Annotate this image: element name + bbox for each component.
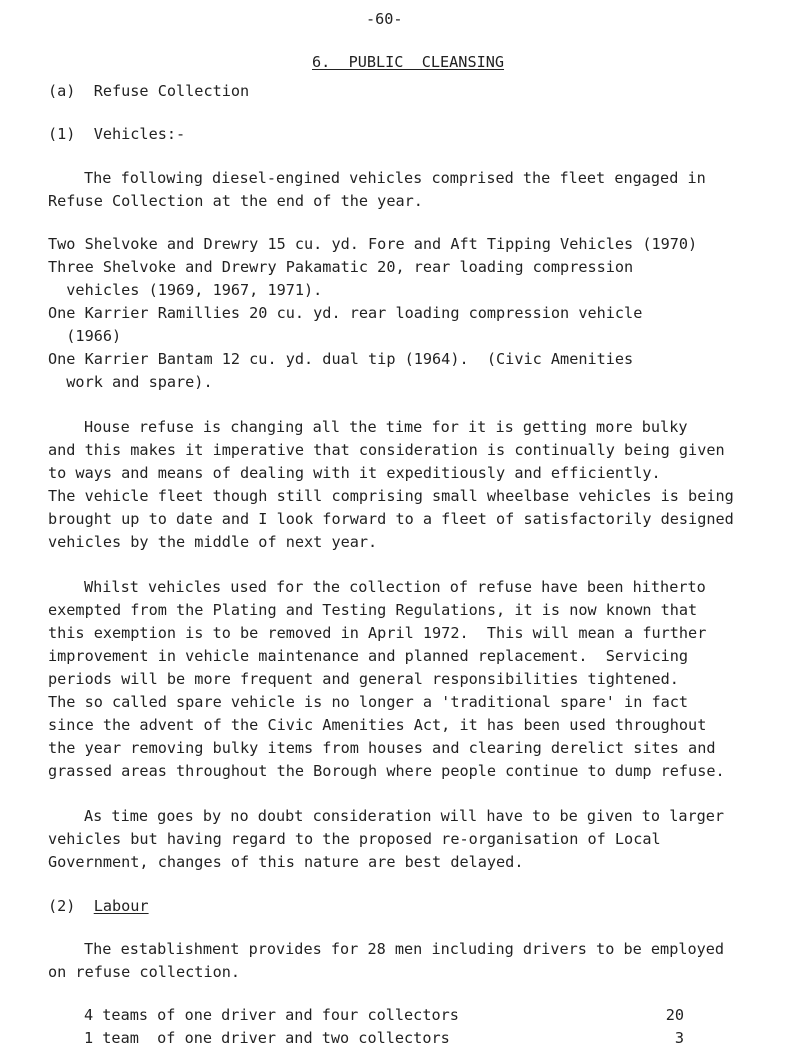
paragraph-line: As time goes by no doubt consideration will have to be given to larger [84, 807, 725, 825]
paragraph-line: House refuse is changing all the time for it is getting more bulky [84, 418, 688, 436]
paragraph-line: on refuse collection. [48, 963, 241, 981]
list-item: One Karrier Bantam 12 cu. yd. dual tip (1964). (Civic Amenities [48, 350, 634, 368]
paragraph-line: and this makes it imperative that consideration is continually being given [48, 441, 725, 459]
list-item: work and spare). [48, 373, 213, 391]
paragraph-line: periods will be more frequent and general responsibilities tightened. [48, 670, 679, 688]
list-item: (1966) [48, 327, 122, 345]
paragraph-line: exempted from the Plating and Testing Regulations, it is now known that [48, 601, 698, 619]
paragraph-line: since the advent of the Civic Amenities Act, it has been used throughout [48, 716, 707, 734]
subsection-2-heading: (2) Labour [48, 897, 149, 915]
table-row-count: 20 [665, 1006, 684, 1024]
table-row-count: 3 [674, 1029, 684, 1047]
page-number: -60- [366, 10, 403, 28]
paragraph-line: The following diesel-engined vehicles comprised the fleet engaged in [84, 169, 706, 187]
paragraph-line: this exemption is to be removed in April 1972. This will mean a further [48, 624, 707, 642]
paragraph-line: The so called spare vehicle is no longer a 'traditional spare' in fact [48, 693, 689, 711]
paragraph-line: brought up to date and I look forward to a fleet of satisfactorily designed [48, 510, 734, 528]
paragraph-line: vehicles by the middle of next year. [48, 533, 378, 551]
paragraph-line: to ways and means of dealing with it expeditiously and efficiently. [48, 464, 661, 482]
table-row-desc: 1 team of one driver and two collectors [84, 1029, 450, 1047]
paragraph-line: the year removing bulky items from houses and clearing derelict sites and [48, 739, 716, 757]
paragraph-line: The vehicle fleet though still comprising small wheelbase vehicles is being [48, 487, 734, 505]
paragraph-line: Refuse Collection at the end of the year. [48, 192, 423, 210]
list-item: Two Shelvoke and Drewry 15 cu. yd. Fore and Aft Tipping Vehicles (1970) [48, 235, 698, 253]
subsection-a-text: (a) Refuse Collection [48, 82, 250, 100]
section-heading: 6. PUBLIC CLEANSING [312, 53, 505, 71]
paragraph-line: improvement in vehicle maintenance and planned replacement. Servicing [48, 647, 689, 665]
subsection-1-heading: (1) Vehicles:- [48, 125, 186, 143]
paragraph-line: Whilst vehicles used for the collection of refuse have been hitherto [84, 578, 706, 596]
list-item: vehicles (1969, 1967, 1971). [48, 281, 323, 299]
subsection-a-heading [48, 84, 249, 99]
paragraph-line: grassed areas throughout the Borough where people continue to dump refuse. [48, 762, 725, 780]
labour-heading-text: Labour [93, 897, 149, 915]
list-item: One Karrier Ramillies 20 cu. yd. rear loading compression vehicle [48, 304, 643, 322]
table-row-desc: 4 teams of one driver and four collectors [84, 1006, 459, 1024]
paragraph-line: Government, changes of this nature are best delayed. [48, 853, 524, 871]
list-item: Three Shelvoke and Drewry Pakamatic 20, rear loading compression [48, 258, 634, 276]
paragraph-line: The establishment provides for 28 men including drivers to be employed [84, 940, 725, 958]
paragraph-line: vehicles but having regard to the proposed re-organisation of Local [48, 830, 661, 848]
